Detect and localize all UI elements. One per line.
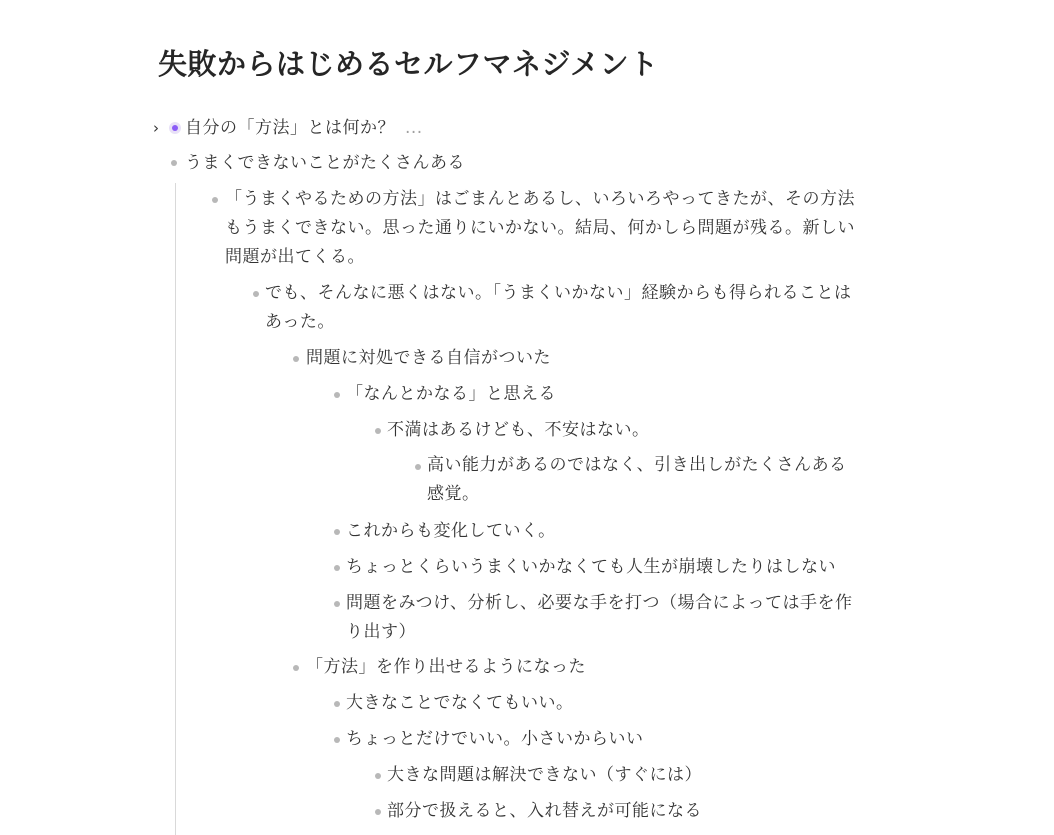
- collapsed-bullet-icon[interactable]: [169, 122, 181, 134]
- outline-item[interactable]: [427, 451, 847, 509]
- outline-item[interactable]: [306, 344, 856, 373]
- bullet-icon[interactable]: [334, 737, 340, 743]
- outline-item[interactable]: [387, 797, 857, 826]
- bullet-icon[interactable]: [334, 601, 340, 607]
- outline-item-text: 大きなことでなくてもいい。: [346, 693, 574, 713]
- outline-item[interactable]: [346, 553, 866, 582]
- bullet-icon[interactable]: [375, 428, 381, 434]
- bullet-icon[interactable]: [293, 665, 299, 671]
- collapsed-ellipsis[interactable]: ...: [405, 118, 423, 138]
- bullet-icon[interactable]: [171, 160, 177, 166]
- outline-item-text: 部分で扱えると、入れ替えが可能になる: [387, 801, 702, 821]
- bullet-icon[interactable]: [253, 291, 259, 297]
- outline-item[interactable]: [225, 185, 857, 272]
- outline-item-text: 大きな問題は解決できない（すぐには）: [387, 765, 702, 785]
- outline-item[interactable]: [346, 589, 854, 647]
- outline-item-text: これからも変化していく。: [346, 521, 556, 541]
- outline-item[interactable]: [387, 761, 857, 790]
- bullet-icon[interactable]: [212, 197, 218, 203]
- outline-item-text: ちょっとくらいうまくいかなくても人生が崩壊したりはしない: [346, 557, 836, 577]
- outline-item[interactable]: [346, 689, 856, 718]
- outline-item-text: 高い能力があるのではなく、引き出しがたくさんある感覚。: [427, 455, 847, 504]
- expand-chevron-icon[interactable]: ›: [153, 119, 159, 137]
- bullet-icon[interactable]: [375, 773, 381, 779]
- outline-item[interactable]: [387, 416, 857, 445]
- outline-item-text: うまくできないことがたくさんある: [185, 153, 465, 173]
- outline-item-method[interactable]: [185, 114, 855, 143]
- indent-guide-line: [175, 183, 176, 835]
- outline-item-text: 「方法」を作り出せるようになった: [306, 657, 586, 677]
- bullet-icon[interactable]: [375, 809, 381, 815]
- outline-item[interactable]: [346, 380, 856, 409]
- outline-item-text: 「うまくやるための方法」はごまんとあるし、いろいろやってきたが、その方法もうまくできない。思った通りにいかない。結局、何かしら問題が残る。新しい問題が出てくる。: [225, 189, 855, 267]
- outline-item[interactable]: [265, 279, 855, 337]
- bullet-icon[interactable]: [334, 529, 340, 535]
- outline-item-text: 問題をみつけ、分析し、必要な手を打つ（場合によっては手を作り出す）: [346, 593, 853, 642]
- outline-item[interactable]: [346, 517, 856, 546]
- bullet-icon[interactable]: [293, 356, 299, 362]
- outline-item-text: 問題に対処できる自信がついた: [306, 348, 551, 368]
- outline-item-text: 不満はあるけども、不安はない。: [387, 420, 650, 440]
- outline-item[interactable]: [306, 653, 856, 682]
- outline-item-text: でも、そんなに悪くはない。「うまくいかない」経験からも得られることはあった。: [265, 283, 852, 332]
- bullet-icon[interactable]: [334, 565, 340, 571]
- outline-item[interactable]: [185, 149, 855, 178]
- bullet-icon[interactable]: [415, 464, 421, 470]
- bullet-icon[interactable]: [334, 701, 340, 707]
- outline-item[interactable]: [346, 725, 856, 754]
- outline-item-text: 「なんとかなる」と思える: [346, 384, 556, 404]
- bullet-icon[interactable]: [334, 392, 340, 398]
- page-title: 失敗からはじめるセルフマネジメント: [158, 47, 659, 81]
- outline-item-text: 自分の「方法」とは何か？: [185, 118, 395, 138]
- outline-item-text: ちょっとだけでいい。小さいからいい: [346, 729, 644, 749]
